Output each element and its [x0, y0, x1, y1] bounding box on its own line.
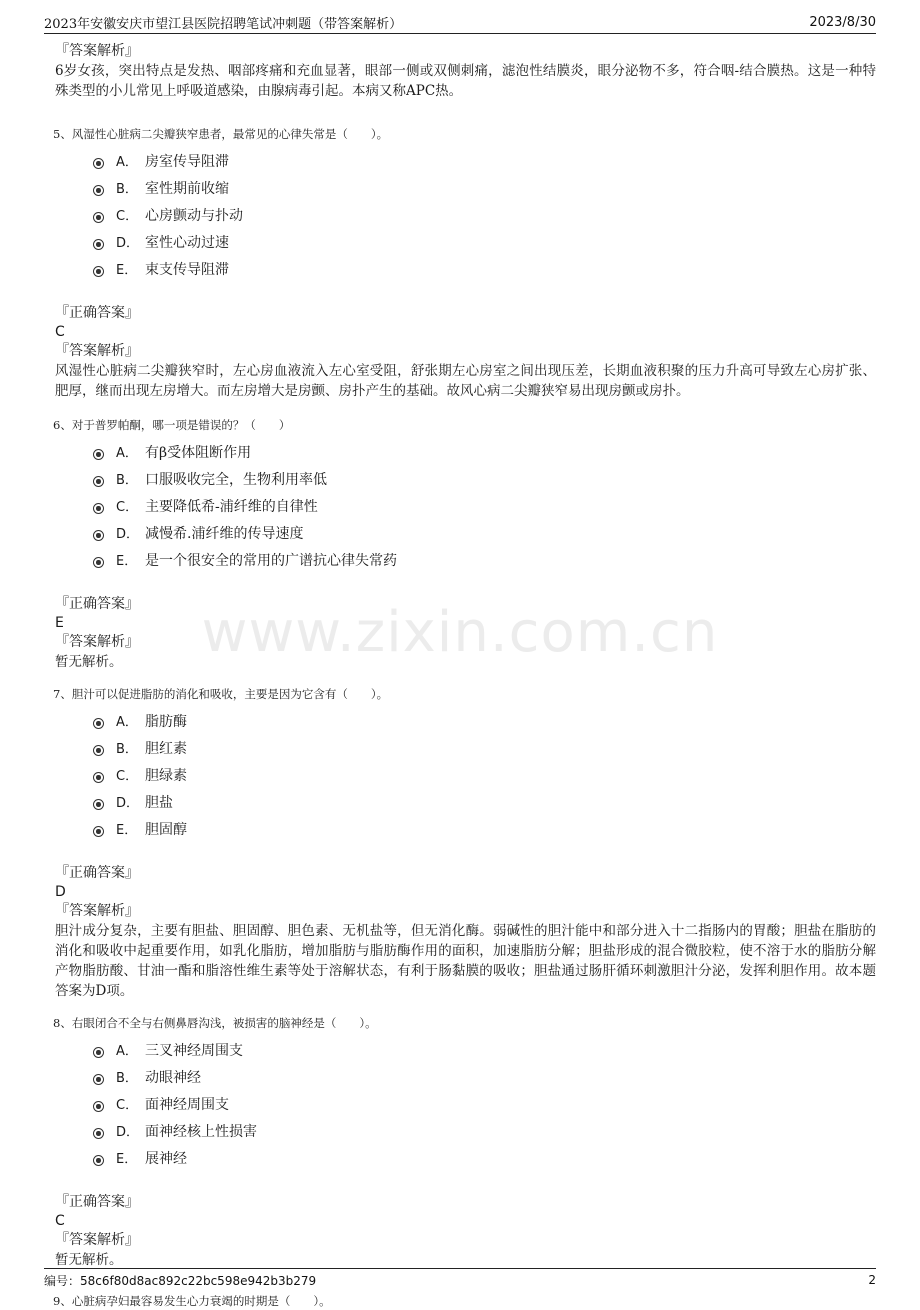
- question-9: [55, 1292, 876, 1310]
- option-text: 是一个很安全的常用的广谱抗心律失常药: [145, 552, 397, 569]
- document-date: 2023/8/30: [809, 14, 876, 30]
- option-a[interactable]: [93, 438, 876, 465]
- page-footer: [44, 1271, 876, 1289]
- explanation-text: 暂无解析。: [55, 654, 123, 670]
- explanation-text: 暂无解析。: [55, 1252, 123, 1268]
- option-text: 胆绿素: [145, 767, 187, 784]
- option-c[interactable]: [93, 761, 876, 788]
- option-list: [93, 707, 876, 842]
- document-id: 编号：58c6f80d8ac892c22bc598e942b3b279: [44, 1273, 317, 1288]
- option-a[interactable]: [93, 1036, 876, 1063]
- option-letter: E．: [116, 263, 138, 278]
- answer-value: D: [55, 884, 66, 900]
- radio-icon[interactable]: [93, 185, 104, 196]
- option-text: 展神经: [145, 1150, 187, 1167]
- answer-value: C: [55, 324, 65, 340]
- option-text: 室性期前收缩: [145, 180, 229, 197]
- option-letter: B．: [116, 182, 138, 197]
- option-b[interactable]: [93, 174, 876, 201]
- radio-icon[interactable]: [93, 557, 104, 568]
- radio-icon[interactable]: [93, 476, 104, 487]
- option-text: 胆红素: [145, 740, 187, 757]
- radio-icon[interactable]: [93, 1155, 104, 1166]
- option-letter: A．: [116, 446, 138, 461]
- watermark: www.zixin.com.cn: [201, 600, 719, 665]
- explanation-text: 6岁女孩，突出特点是发热、咽部疼痛和充血显著，眼部一侧或双侧刺痛，滤泡性结膜炎，眼分泌物不多，符合咽-结合膜热。这是一种特殊类型的小儿常见上呼吸道感染，由腺病毒引起。本病又称APC热。: [55, 63, 876, 99]
- option-d[interactable]: [93, 788, 876, 815]
- document-title: 2023年安徽安庆市望江县医院招聘笔试冲刺题（带答案解析）: [44, 16, 403, 32]
- explanation-label: 『答案解析』: [55, 903, 139, 919]
- option-text: 面神经周围支: [145, 1096, 229, 1113]
- option-text: 口服吸收完全，生物利用率低: [145, 471, 327, 488]
- option-letter: A．: [116, 1044, 138, 1059]
- option-text: 心房颤动与扑动: [145, 207, 243, 224]
- option-letter: B．: [116, 1071, 138, 1086]
- question-stem: 5、风湿性心脏病二尖瓣狭窄患者，最常见的心律失常是（ ）。: [53, 127, 389, 141]
- option-letter: C．: [116, 209, 139, 224]
- option-letter: C．: [116, 500, 139, 515]
- answer-label: 『正确答案』: [55, 596, 139, 612]
- option-text: 动眼神经: [145, 1069, 201, 1086]
- radio-icon[interactable]: [93, 158, 104, 169]
- radio-icon[interactable]: [93, 266, 104, 277]
- option-c[interactable]: [93, 1090, 876, 1117]
- option-text: 束支传导阻滞: [145, 261, 229, 278]
- option-d[interactable]: [93, 519, 876, 546]
- option-letter: D．: [116, 236, 140, 251]
- explanation-text: 风湿性心脏病二尖瓣狭窄时，左心房血液流入左心室受阻，舒张期左心房室之间出现压差，长期血液积聚的压力升高可导致左心房扩张、肥厚，继而出现左房增大。而左房增大是房颤、房扑产生的基础。故风心病二尖瓣狭窄易出现房颤或房扑。: [55, 363, 876, 399]
- radio-icon[interactable]: [93, 530, 104, 541]
- radio-icon[interactable]: [93, 503, 104, 514]
- option-e[interactable]: [93, 546, 876, 573]
- option-text: 三叉神经周围支: [145, 1042, 243, 1059]
- option-text: 有β受体阻断作用: [145, 444, 252, 461]
- option-text: 房室传导阻滞: [145, 153, 229, 170]
- answer-label: 『正确答案』: [55, 305, 139, 321]
- explanation-text: 胆汁成分复杂，主要有胆盐、胆固醇、胆色素、无机盐等，但无消化酶。弱碱性的胆汁能中和部分进入十二指肠内的胃酸；胆盐在脂肪的消化和吸收中起重要作用，如乳化脂肪，增加脂肪与脂肪酶作用的面积，加速脂肪分解；胆盐形成的混合微胶粒，使不溶于水的脂肪分解产物脂肪酸、甘油一酯和脂溶性维生素等处于溶解状态，有利于肠黏膜的吸收；胆盐通过肠肝循环刺激胆汁分泌，发挥利胆作用。故本题答案为D项。: [55, 923, 876, 999]
- radio-icon[interactable]: [93, 718, 104, 729]
- option-letter: D．: [116, 527, 140, 542]
- option-text: 脂肪酶: [145, 713, 187, 730]
- page-header: [44, 12, 876, 32]
- radio-icon[interactable]: [93, 1101, 104, 1112]
- option-list: [93, 438, 876, 573]
- page-number: 2: [868, 1273, 876, 1287]
- option-text: 主要降低希-浦纤维的自律性: [145, 498, 318, 515]
- option-letter: C．: [116, 769, 139, 784]
- option-text: 室性心动过速: [145, 234, 229, 251]
- option-b[interactable]: [93, 734, 876, 761]
- option-letter: D．: [116, 796, 140, 811]
- option-d[interactable]: [93, 228, 876, 255]
- explanation-label: 『答案解析』: [55, 1232, 139, 1248]
- option-list: [93, 1036, 876, 1171]
- question-stem: 6、对于普罗帕酮，哪一项是错误的？（ ）: [53, 418, 291, 432]
- header-divider: [44, 33, 876, 34]
- option-letter: A．: [116, 155, 138, 170]
- option-b[interactable]: [93, 1063, 876, 1090]
- option-letter: C．: [116, 1098, 139, 1113]
- option-e[interactable]: [93, 815, 876, 842]
- explanation-label: 『答案解析』: [55, 43, 139, 59]
- option-letter: E．: [116, 554, 138, 569]
- option-letter: E．: [116, 1152, 138, 1167]
- option-d[interactable]: [93, 1117, 876, 1144]
- radio-icon[interactable]: [93, 449, 104, 460]
- radio-icon[interactable]: [93, 826, 104, 837]
- question-8: [55, 1014, 876, 1270]
- answer-value: E: [55, 615, 64, 631]
- question-stem: 7、胆汁可以促进脂肪的消化和吸收，主要是因为它含有（ ）。: [53, 687, 389, 701]
- radio-icon[interactable]: [93, 239, 104, 250]
- option-letter: B．: [116, 473, 138, 488]
- option-letter: D．: [116, 1125, 140, 1140]
- radio-icon[interactable]: [93, 1047, 104, 1058]
- radio-icon[interactable]: [93, 1074, 104, 1085]
- option-text: 胆盐: [145, 794, 173, 811]
- radio-icon[interactable]: [93, 772, 104, 783]
- explanation-label: 『答案解析』: [55, 343, 139, 359]
- radio-icon[interactable]: [93, 799, 104, 810]
- radio-icon[interactable]: [93, 212, 104, 223]
- explanation-label: 『答案解析』: [55, 634, 139, 650]
- option-e[interactable]: [93, 255, 876, 282]
- question-7: [55, 685, 876, 1001]
- option-b[interactable]: [93, 465, 876, 492]
- page-content: [55, 42, 876, 1310]
- radio-icon[interactable]: [93, 745, 104, 756]
- question-stem: 9、心脏病孕妇最容易发生心力衰竭的时期是（ ）。: [53, 1294, 331, 1308]
- option-a[interactable]: [93, 147, 876, 174]
- question-5: [55, 125, 876, 401]
- radio-icon[interactable]: [93, 1128, 104, 1139]
- option-text: 面神经核上性损害: [145, 1123, 257, 1140]
- answer-label: 『正确答案』: [55, 865, 139, 881]
- answer-label: 『正确答案』: [55, 1194, 139, 1210]
- option-letter: A．: [116, 715, 138, 730]
- option-letter: B．: [116, 742, 138, 757]
- option-list: [93, 147, 876, 282]
- option-c[interactable]: [93, 201, 876, 228]
- option-text: 减慢希.浦纤维的传导速度: [145, 525, 304, 542]
- footer-divider: [44, 1268, 876, 1269]
- question-6: [55, 416, 876, 672]
- option-text: 胆固醇: [145, 821, 187, 838]
- option-a[interactable]: [93, 707, 876, 734]
- option-e[interactable]: [93, 1144, 876, 1171]
- option-letter: E．: [116, 823, 138, 838]
- question-stem: 8、右眼闭合不全与右侧鼻唇沟浅，被损害的脑神经是（ ）。: [53, 1016, 377, 1030]
- answer-value: C: [55, 1213, 65, 1229]
- carryover-explanation: [55, 42, 876, 101]
- option-c[interactable]: [93, 492, 876, 519]
